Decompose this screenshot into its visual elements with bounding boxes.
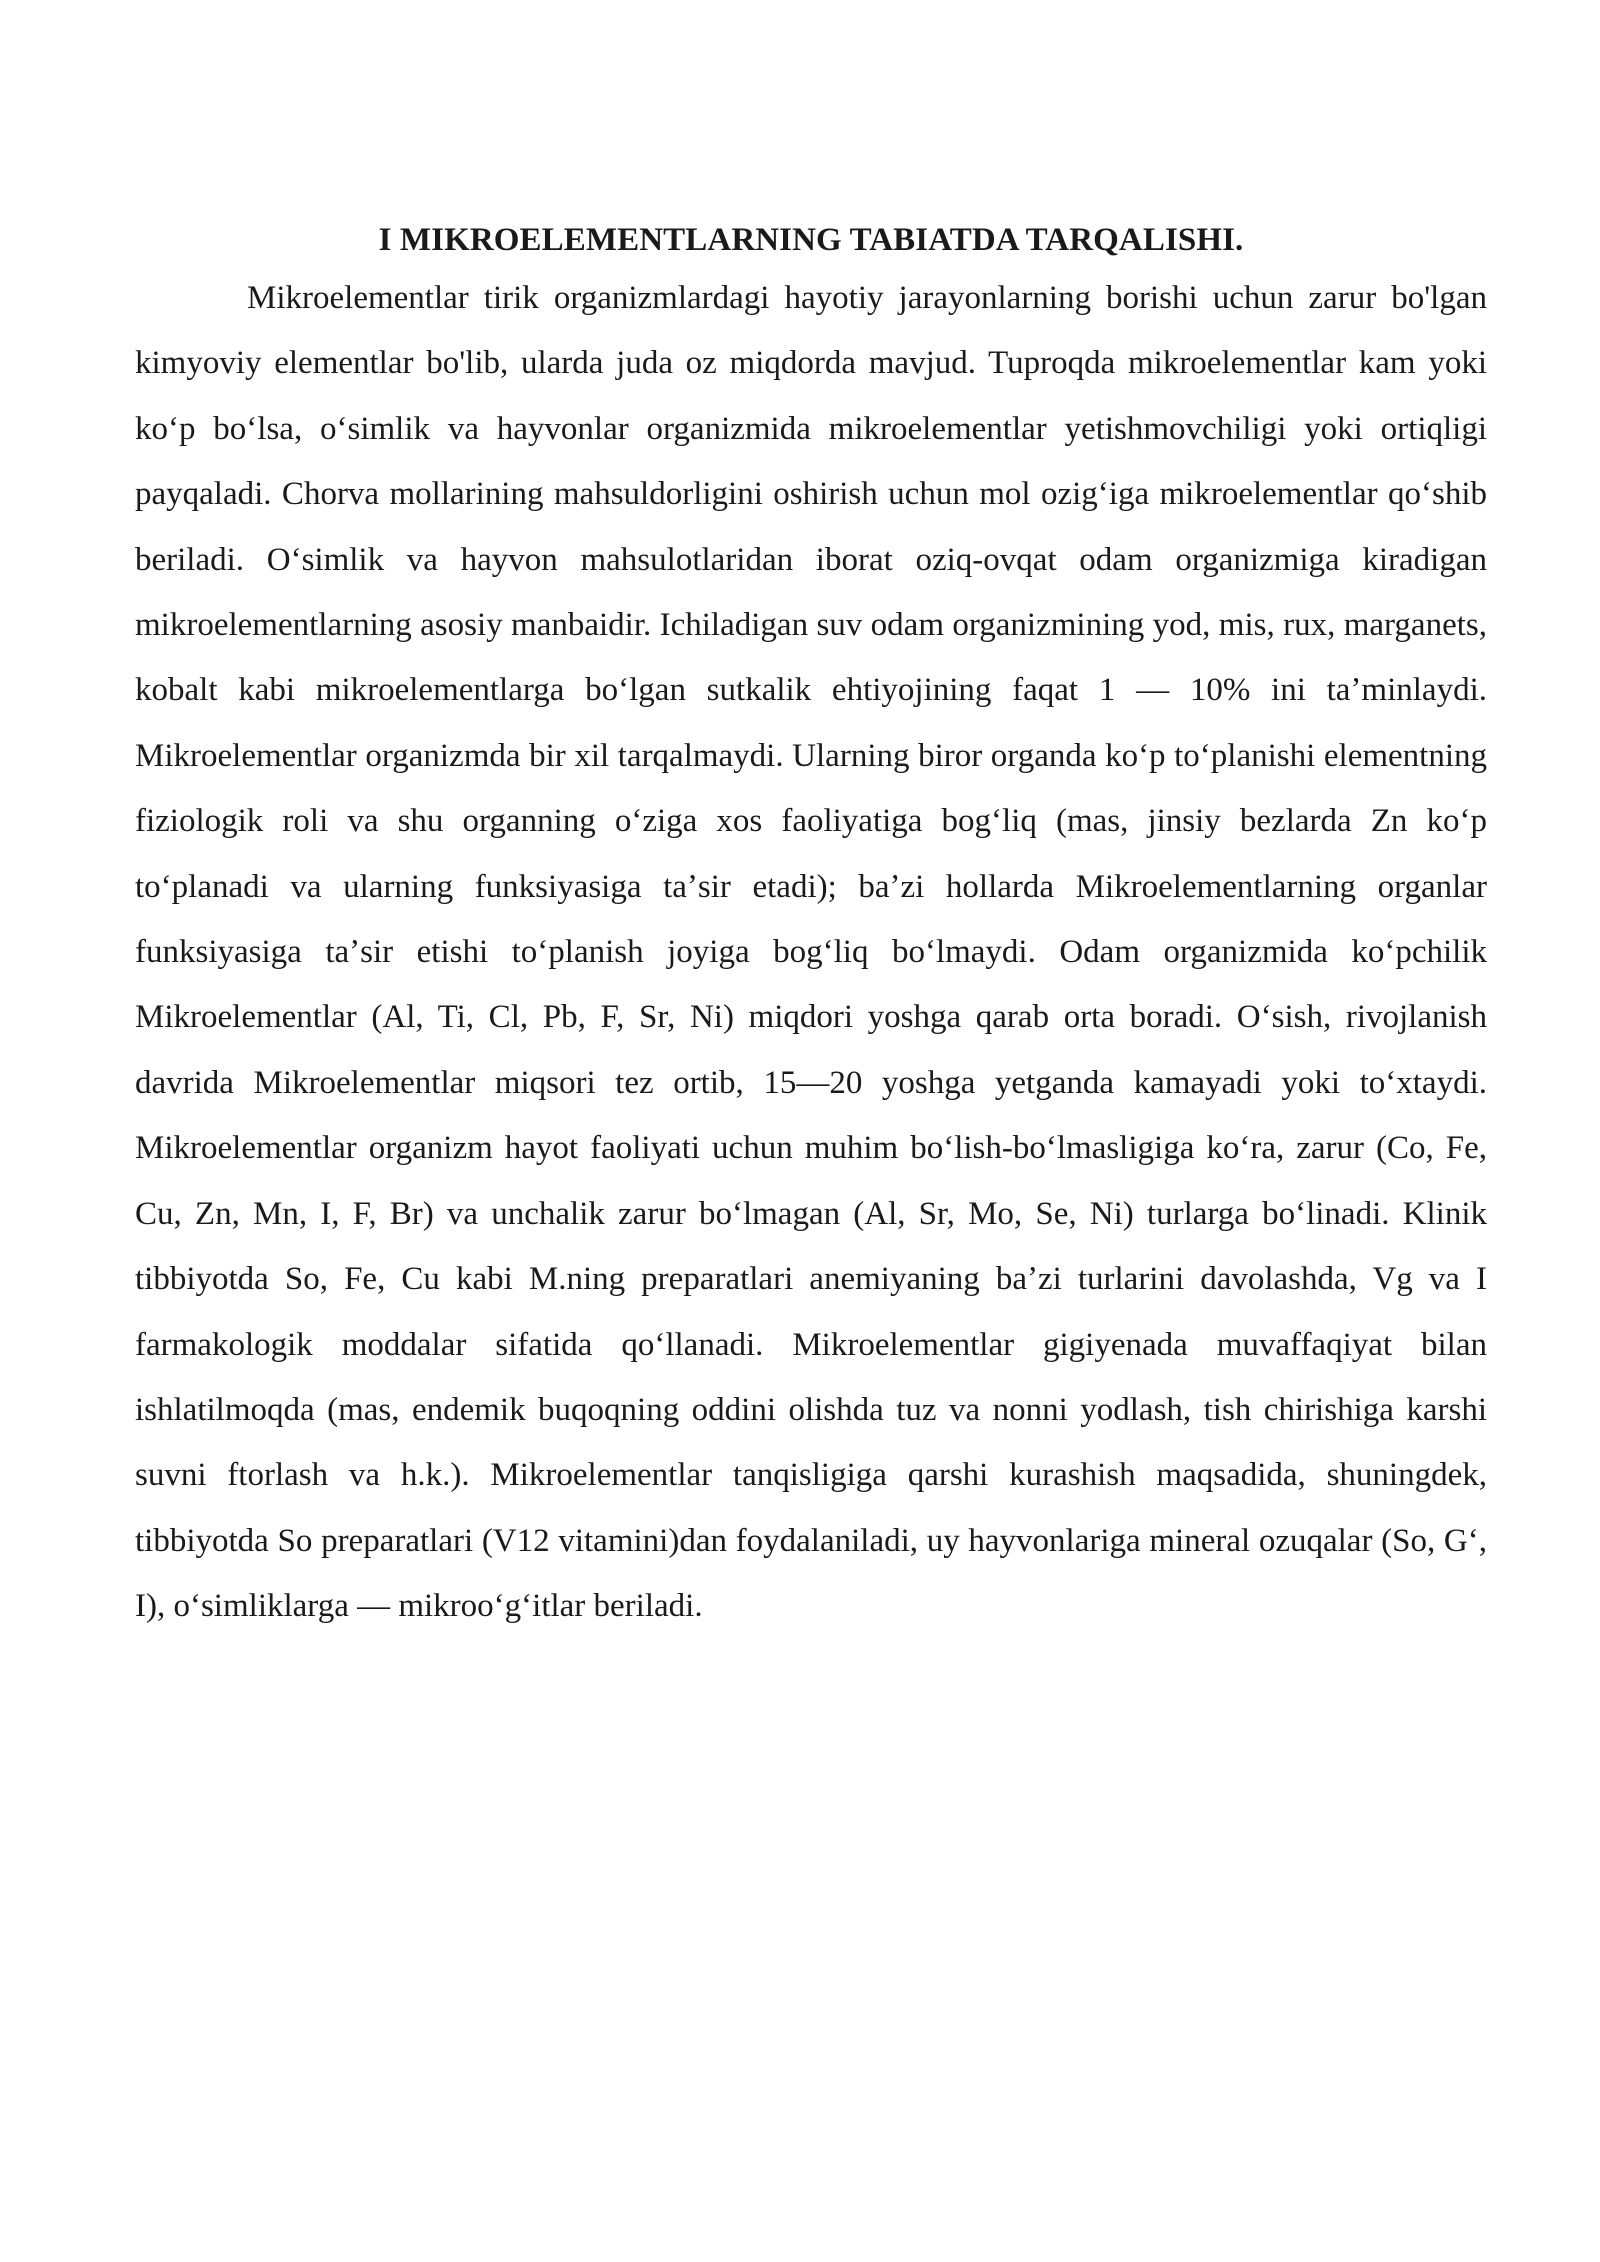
document-title: I MIKROELEMENTLARNING TABIATDA TARQALISHI. xyxy=(378,222,1244,258)
body-paragraph: Mikroelementlar tirik organizmlardagi hayotiy jarayonlarning borishi uchun zarur bo'lgan kimyoviy elementlar bo'lib, ularda juda oz miqdorda mavjud. Tuproqda mikroelementlar kam yoki koʻp boʻlsa, oʻsimlik va hayvonlar organizmida mikroelementlar yetishmovchiligi yoki ortiqligi payqaladi. Chorva mollarining mahsuldorligini oshirish uchun mol ozigʻiga mikroelementlar qoʻshib beriladi. Oʻsimlik va hayvon mahsulotlaridan iborat oziq-ovqat odam organizmiga kiradigan mikroelementlarning asosiy manbaidir. Ichiladigan suv odam organizmining yod, mis, rux, marganets, kobalt kabi mikroelementlarga boʻlgan sutkalik ehtiyojining faqat 1 — 10% ini taʼminlaydi. Mikroelementlar organizmda bir xil tarqalmaydi. Ularning biror organda koʻp toʻplanishi elementning fiziologik roli va shu organning oʻziga xos faoliyatiga bogʻliq (mas, jinsiy bezlarda Zn koʻp toʻplanadi va ularning funksiyasiga taʼsir etadi); baʼzi hollarda Mikroelementlarning organlar funksiyasiga taʼsir etishi toʻplanish joyiga bogʻliq boʻlmaydi. Odam organizmida koʻpchilik Mikroelementlar (Al, Ti, Cl, Pb, F, Sr, Ni) miqdori yoshga qarab orta boradi. Oʻsish, rivojlanish davrida Mikroelementlar miqsori tez ortib, 15—20 yoshga yetganda kamayadi yoki toʻxtaydi. Mikroelementlar organizm hayot faoliyati uchun muhim boʻlish-boʻlmasligiga koʻra, zarur (Co, Fe, Cu, Zn, Mn, I, F, Br) va unchalik zarur boʻlmagan (Al, Sr, Mo, Se, Ni) turlarga boʻlinadi. Klinik tibbiyotda So, Fe, Cu kabi M.ning preparatlari anemiyaning baʼzi turlarini davolashda, Vg va I farmakologik moddalar sifatida qoʻllanadi. Mikroelementlar gigiyenada muvaffaqiyat bilan ishlatilmoqda (mas, endemik buqoqning oddini olishda tuz va nonni yodlash, tish chirishiga karshi suvni ftorlash va h.k.). Mikroelementlar tanqisligiga qarshi kurashish maqsadida, shuningdek, tibbiyotda So preparatlari (V12 vitamini)dan foydalaniladi, uy hayvonlariga mineral ozuqalar (So, Gʻ, I), oʻsimliklarga — mikrooʻgʻitlar beriladi. xyxy=(135,280,1487,1625)
document-body xyxy=(135,214,1487,1640)
